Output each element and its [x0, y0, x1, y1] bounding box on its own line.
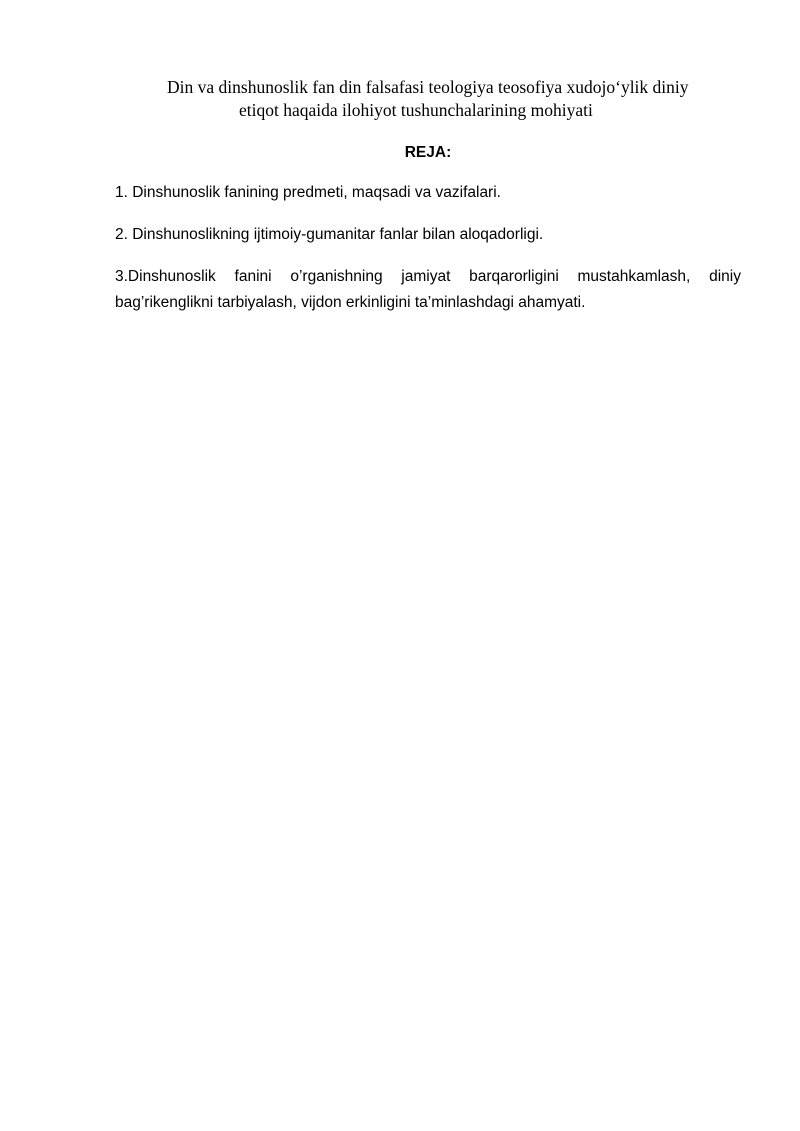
title-line-2: etiqot haqaida ilohiyot tushunchalarining mohiyati [239, 100, 593, 120]
plan-list [115, 180, 741, 332]
plan-heading: REJA: [404, 144, 452, 161]
title-line-1: Din va dinshunoslik fan din falsafasi teologiya teosofiya xudojo‘ylik diniy [167, 77, 689, 97]
plan-item-1: 1. Dinshunoslik fanining predmeti, maqsadi va vazifalari. [115, 184, 501, 201]
plan-item-2: 2. Dinshunoslikning ijtimoiy-gumanitar fanlar bilan aloqadorligi. [115, 226, 544, 243]
plan-item-3: 3.Dinshunoslik fanini o’rganishning jamiyat barqarorligini mustahkamlash, diniy bag’rikenglikni tarbiyalash, vijdon erkinligini ta’minlashdagi ahamyati. [115, 268, 741, 311]
document-title [115, 76, 741, 122]
